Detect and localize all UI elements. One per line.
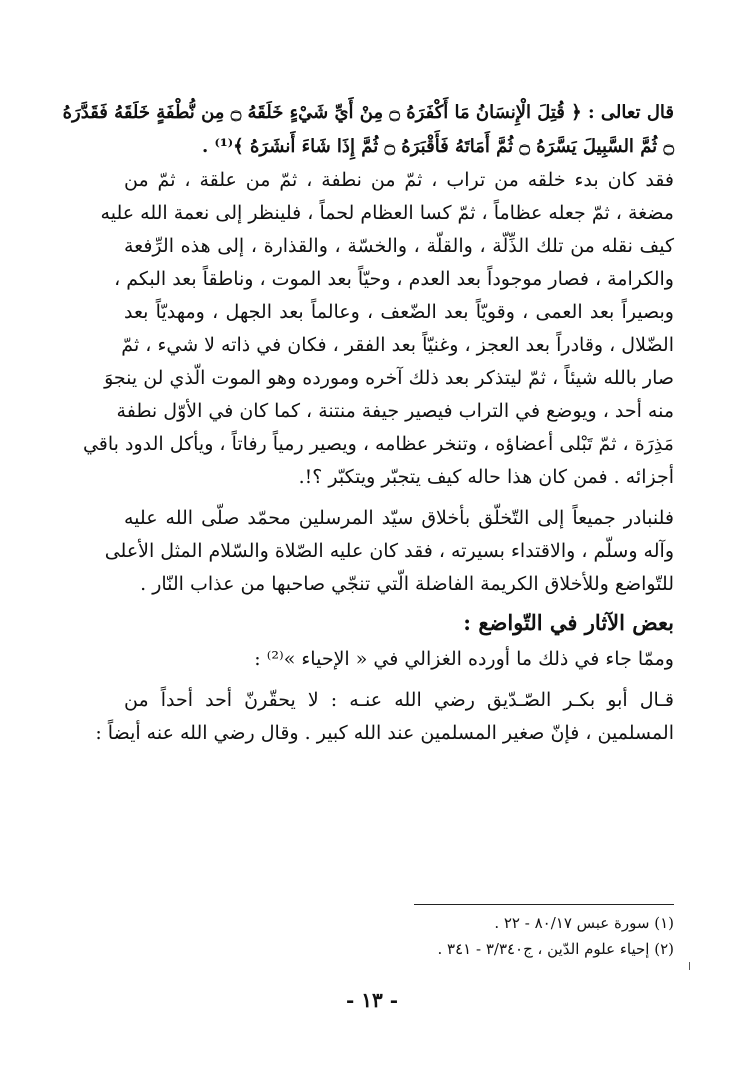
footnote: (٢) إحياء علوم الدّين ، ج٣/٣٤٠ - ٣٤١ . [437, 940, 674, 958]
text-line: منه أحد ، ويوضع في التراب فيصير جيفة منتنة ، كما كان في الأوّل نطفة [116, 400, 674, 422]
page-number: - ١٣ - [345, 988, 398, 1012]
paragraph-quote [95, 684, 674, 750]
text-line: فلنبادر جميعاً إلى التّخلّق بأخلاق سيّد المرسلين محمّد صلّى الله عليه [124, 507, 674, 529]
text-line: كيف نقله من تلك الذِّلّة ، والقلّة ، والخسّة ، والقذارة ، إلى هذه الرِّفعة [124, 235, 675, 257]
text-line: والكرامة ، فصار موجوداً بعد العدم ، وحيّاً بعد الموت ، وناطقاً بعد البكم ، [114, 268, 674, 290]
text-line: وممّا جاء في ذلك ما أورده الغزالي في « الإحياء »⁽²⁾ : [254, 648, 674, 670]
text-line: مضغة ، ثمّ جعله عظاماً ، ثمّ كسا العظام لحماً ، فلينظر إلى نعمة الله عليه [100, 202, 674, 224]
paragraph-intro [124, 643, 674, 676]
quran-verse [62, 96, 674, 164]
footnotes [124, 910, 674, 962]
section-heading: بعض الآثار في التّواضع : [463, 610, 674, 635]
text-line: الضّلال ، وقادراً بعد العجز ، وغنيّاً بعد الفقر ، فكان في ذاته لا شيء ، ثمّ [121, 334, 674, 356]
text-line: للتّواضع وللأخلاق الكريمة الفاضلة الّتي تنجّي صاحبها من عذاب النّار . [140, 573, 674, 595]
quran-line: قال تعالى : ﴿ قُتِلَ الْإِنسَانُ مَا أَكْفَرَهُ ۝ مِنْ أَيِّ شَيْءٍ خَلَقَهُ ۝ مِن نُّطْفَةٍ خَلَقَهُ فَقَدَّرَهُ [62, 102, 674, 123]
text-line: المسلمين ، فإنّ صغير المسلمين عند الله كبير . وقال رضي الله عنه أيضاً : [95, 722, 674, 744]
text-line: أجزائه . فمن كان هذا حاله كيف يتجبّر ويتكبّر ؟!. [298, 466, 674, 488]
footnote-divider [414, 904, 674, 905]
text-line: مَذِرَة ، ثمّ تَبْلى أعضاؤه ، وتنخر عظامه ، ويصير رمياً رفاتاً ، ويأكل الدود باقي [82, 433, 674, 455]
page-body [62, 96, 675, 750]
text-line: وبصيراً بعد العمى ، وقويّاً بعد الضّعف ، وعالماً بعد الجهل ، ومهديّاً بعد [124, 301, 674, 323]
footnote: (١) سورة عبس ٨٠/١٧ - ٢٢ . [494, 914, 674, 932]
margin-mark [689, 962, 690, 970]
text-line: وآله وسلّم ، والاقتداء بسيرته ، فقد كان عليه الصّلاة والسّلام المثل الأعلى [104, 540, 674, 562]
text-line: قـال أبو بكـر الصّـدّيق رضي الله عنـه : لا يحقّرنّ أحد أحداً من [124, 689, 674, 711]
text-line: فقد كان بدء خلقه من تراب ، ثمّ من نطفة ، ثمّ من علقة ، ثمّ من [124, 169, 674, 191]
quran-line: ۝ ثُمَّ السَّبِيلَ يَسَّرَهُ ۝ ثُمَّ أَمَاتَهُ فَأَقْبَرَهُ ۝ ثُمَّ إِذَا شَاءَ أَنشَرَهُ ﴾⁽¹⁾ . [201, 136, 674, 157]
paragraph-creation [82, 164, 675, 494]
paragraph-exhortation [104, 502, 674, 601]
text-line: صار بالله شيئاً ، ثمّ ليتذكر بعد ذلك آخره ومورده وهو الموت الّذي لن ينجوَ [104, 367, 674, 389]
